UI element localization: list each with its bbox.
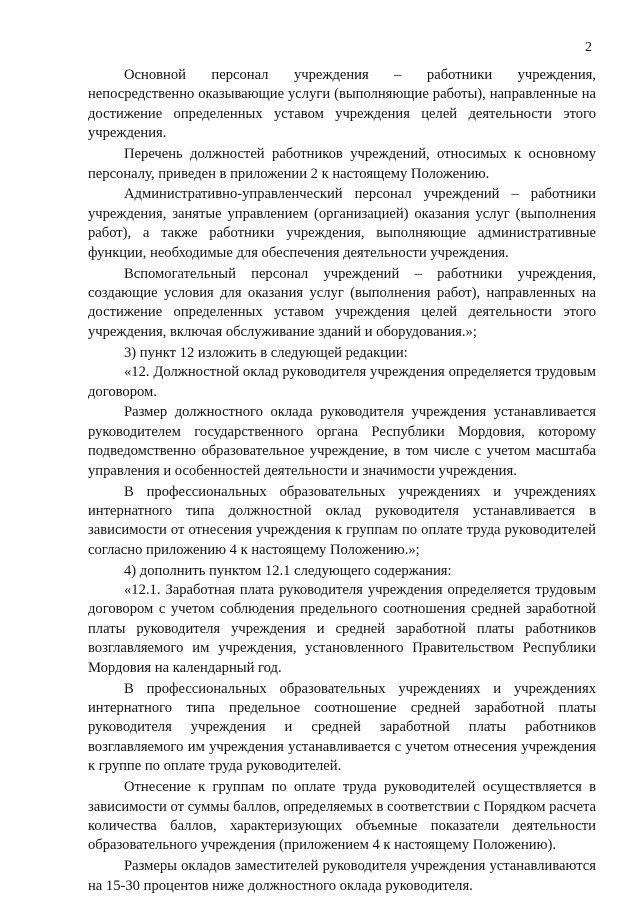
paragraph-admin-staff: Административно-управленческий персонал учреждений – работники учреждения, занятые управлением (организацией) оказания услуг (выполнения работ), а также работники учреждения, выполняющие административные функции, необходимые для обеспечения деятельности учреждения.: [88, 186, 596, 261]
document-body: [88, 66, 596, 898]
paragraph-main-staff: Основной персонал учреждения – работники учреждения, непосредственно оказывающие услуги (выполняющие работы), направленные на достижение определенных уставом учреждения целей деятельности этого учреждения.: [88, 67, 596, 142]
paragraph-support-staff: Вспомогательный персонал учреждений – работники учреждения, создающие условия для оказания услуг (выполнения работ), направленных на достижение определенных уставом учреждения целей деятельности этого учреждения, включая обслуживание зданий и оборудования.»;: [88, 265, 596, 340]
paragraph-salary-ratio: В профессиональных образовательных учреждениях и учреждениях интернатного типа предельное соотношение средней заработной платы руководителя учреждения и средней заработной платы работников возглавляемого им учреждения устанавливается с учетом отнесения учреждения к группе по оплате труда руководителей.: [88, 680, 596, 775]
paragraph-item-3: 3) пункт 12 изложить в следующей редакции:: [124, 344, 408, 361]
paragraph-clause-12: «12. Должностной оклад руководителя учреждения определяется трудовым договором.: [88, 364, 596, 400]
paragraph-deputy-salaries: Размеры окладов заместителей руководителя учреждения устанавливаются на 15-30 процентов ниже должностного оклада руководителя.: [88, 858, 596, 894]
paragraph-groups-assignment: Отнесение к группам по оплате труда руководителей осуществляется в зависимости от суммы баллов, определяемых в соответствии с Порядком расчета количества баллов, характеризующих объемные показатели деятельности образовательного учреждения (приложением 4 к настоящему Положению).: [88, 779, 596, 854]
paragraph-professional-institutions: В профессиональных образовательных учреждениях и учреждениях интернатного типа должностной оклад руководителя устанавливается в зависимости от отнесения учреждения к группам по оплате труда руководителей согласно приложению 4 к настоящему Положению.»;: [88, 483, 596, 558]
paragraph-clause-12-1: «12.1. Заработная плата руководителя учреждения определяется трудовым договором с учетом соблюдения предельного соотношения средней заработной платы руководителя учреждения и средней заработной платы работников возглавляемого им учреждения, установленного Правительством Республики Мордовия на календарный год.: [88, 582, 596, 676]
page-number: 2: [585, 40, 592, 55]
paragraph-item-4: 4) дополнить пунктом 12.1 следующего содержания:: [124, 562, 452, 579]
paragraph-salary-size: Размер должностного оклада руководителя учреждения устанавливается руководителем государственного органа Республики Мордовия, которому подведомственно образовательное учреждение, в том числе с учетом масштаба управления и особенностей деятельности и значимости учреждения.: [88, 404, 596, 479]
paragraph-staff-list: Перечень должностей работников учреждений, относимых к основному персоналу, приведен в приложении 2 к настоящему Положению.: [88, 146, 596, 182]
